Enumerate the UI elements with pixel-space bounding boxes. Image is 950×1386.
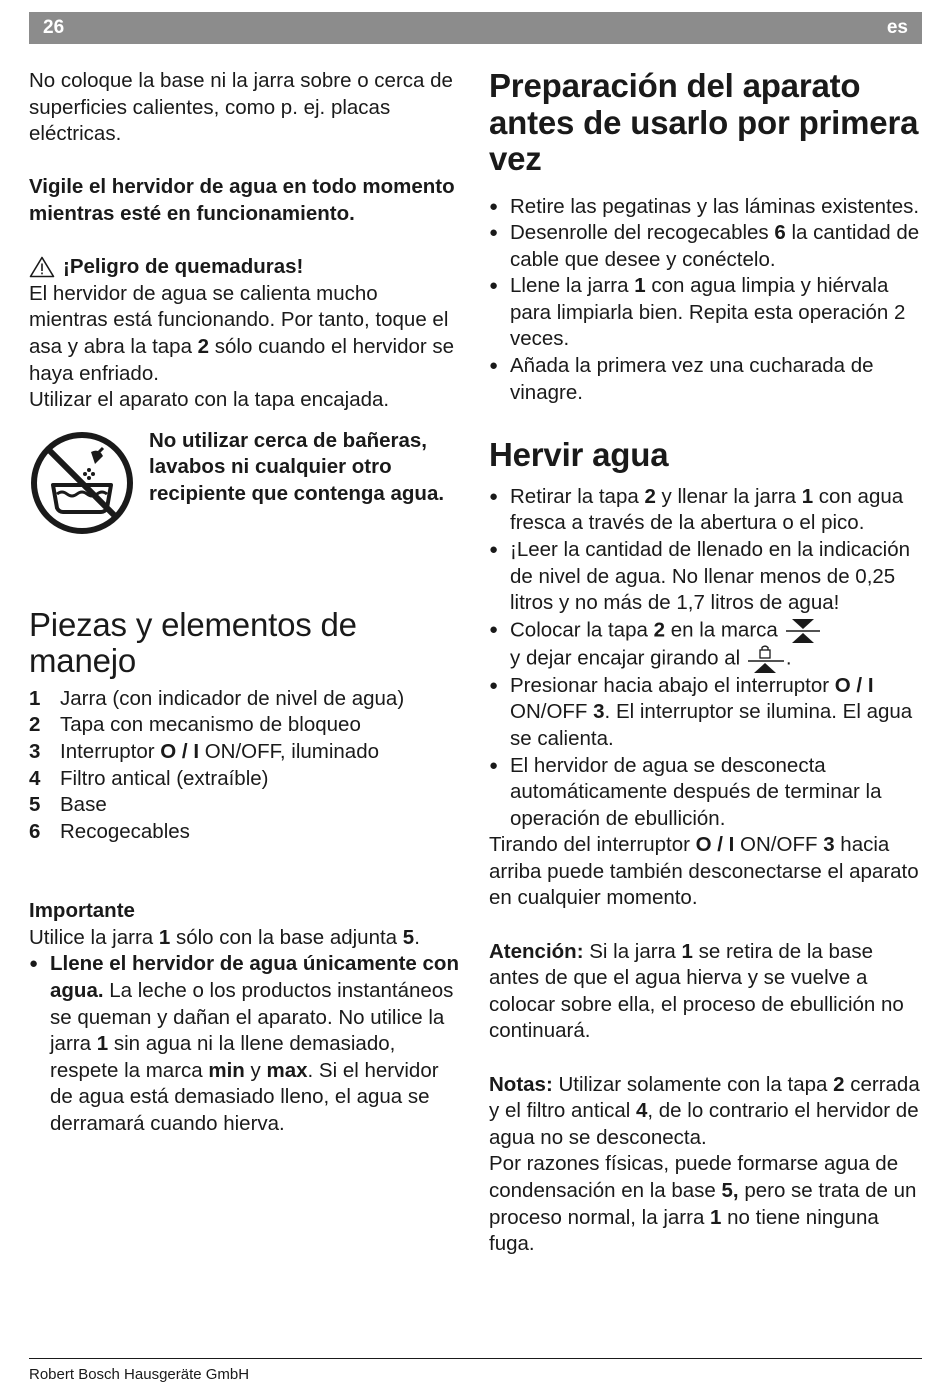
footer-divider bbox=[29, 1358, 922, 1359]
list-item: ● Colocar la tapa 2 en la marca y dejar encajar girando al . bbox=[489, 617, 927, 673]
language-code: es bbox=[886, 17, 908, 38]
left-column bbox=[29, 68, 461, 1138]
prep-heading: Preparación del aparato antes de usarlo por primera vez bbox=[489, 67, 919, 177]
condensation-note: Por razones físicas, puede formarse agua de condensación en la base 5, pero se trata de un proceso normal, la jarra 1 no tiene ninguna fuga. bbox=[489, 1152, 917, 1256]
warning-triangle-icon bbox=[29, 256, 55, 278]
burn-warning-text: El hervidor de agua se calienta mucho mientras está funcionando. Por tanto, toque el asa y abra la tapa 2 sólo cuando el hervidor se haya enfriado. bbox=[29, 281, 455, 385]
parts-list bbox=[29, 686, 461, 846]
list-item: ● Desenrolle del recogecables 6 la cantidad de cable que desee y conéctelo. bbox=[489, 220, 927, 273]
list-item: ● Llene la jarra 1 con agua limpia y hiérvala para limpiarla bien. Repita esta operación 2 veces. bbox=[489, 273, 927, 353]
boil-list bbox=[489, 484, 927, 833]
important-title: Importante bbox=[29, 899, 135, 923]
no-water-nearby-icon bbox=[29, 430, 135, 536]
important-bullets bbox=[29, 951, 461, 1137]
important-line: Utilice la jarra 1 sólo con la base adjunta 5. bbox=[29, 925, 420, 949]
page-number: 26 bbox=[43, 17, 65, 38]
page-header-bar bbox=[29, 12, 922, 44]
list-item: 3 Interruptor O / I ON/OFF, iluminado bbox=[29, 739, 380, 763]
burn-warning-title-text: ¡Peligro de quemaduras! bbox=[63, 255, 304, 279]
list-item: ● ¡Leer la cantidad de llenado en la indicación de nivel de agua. No llenar menos de 0,25 litros y no más de 1,7 litros de agua! bbox=[489, 537, 927, 617]
lock-mark-icon bbox=[746, 645, 786, 673]
supervise-warning: Vigile el hervidor de agua en todo momento mientras esté en funcionamiento. bbox=[29, 175, 455, 225]
list-item: 1 Jarra (con indicador de nivel de agua) bbox=[29, 686, 405, 710]
attention-note: Atención: Si la jarra 1 se retira de la base antes de que el agua hierva y se vuelve a colocar sobre ella, el proceso de ebullición no continuará. bbox=[489, 939, 904, 1043]
list-item: 6 Recogecables bbox=[29, 819, 190, 843]
list-item: ● Llene el hervidor de agua únicamente con agua. La leche o los productos instantáneos se queman y dañan el aparato. No utilice la jarra 1 sin agua ni la llene demasiado, respete la marca min y max. Si el hervidor de agua está demasiado lleno, el agua se derramará cuando hierva. bbox=[29, 951, 461, 1137]
footer-company: Robert Bosch Hausgeräte GmbH bbox=[29, 1366, 250, 1383]
list-item: 4 Filtro antical (extraíble) bbox=[29, 766, 269, 790]
list-item: 5 Base bbox=[29, 793, 107, 817]
list-item: ● Presionar hacia abajo el interruptor O / I ON/OFF 3. El interruptor se ilumina. El agua se calienta. bbox=[489, 673, 927, 753]
list-item: ● Añada la primera vez una cucharada de vinagre. bbox=[489, 353, 927, 406]
boil-heading: Hervir agua bbox=[489, 436, 669, 474]
prep-list bbox=[489, 194, 927, 407]
lid-fitted-note: Utilizar el aparato con la tapa encajada. bbox=[29, 388, 390, 412]
list-item: ● Retirar la tapa 2 y llenar la jarra 1 con agua fresca a través de la abertura o el pico. bbox=[489, 484, 927, 537]
list-item: ● Retire las pegatinas y las láminas existentes. bbox=[489, 194, 927, 221]
list-item: ● El hervidor de agua se desconecta automáticamente después de terminar la operación de ebullición. bbox=[489, 753, 927, 833]
right-column bbox=[489, 68, 927, 1258]
parts-heading: Piezas y elementos de manejo bbox=[29, 605, 357, 680]
switch-off-note: Tirando del interruptor O / I ON/OFF 3 hacia arriba puede también desconectarse el aparato en cualquier momento. bbox=[489, 833, 919, 910]
list-item: 2 Tapa con mecanismo de bloqueo bbox=[29, 713, 361, 737]
bath-warning-block bbox=[29, 428, 461, 536]
bath-warning-text: No utilizar cerca de bañeras, lavabos ni cualquier otro recipiente que contenga agua. bbox=[149, 428, 445, 505]
surface-warning: No coloque la base ni la jarra sobre o cerca de superficies calientes, como p. ej. placas eléctricas. bbox=[29, 69, 453, 146]
burn-warning-title bbox=[29, 254, 461, 281]
notes-paragraph: Notas: Utilizar solamente con la tapa 2 cerrada y el filtro antical 4, de lo contrario el hervidor de agua no se desconecta. bbox=[489, 1072, 920, 1149]
fill-mark-icon bbox=[784, 617, 822, 645]
